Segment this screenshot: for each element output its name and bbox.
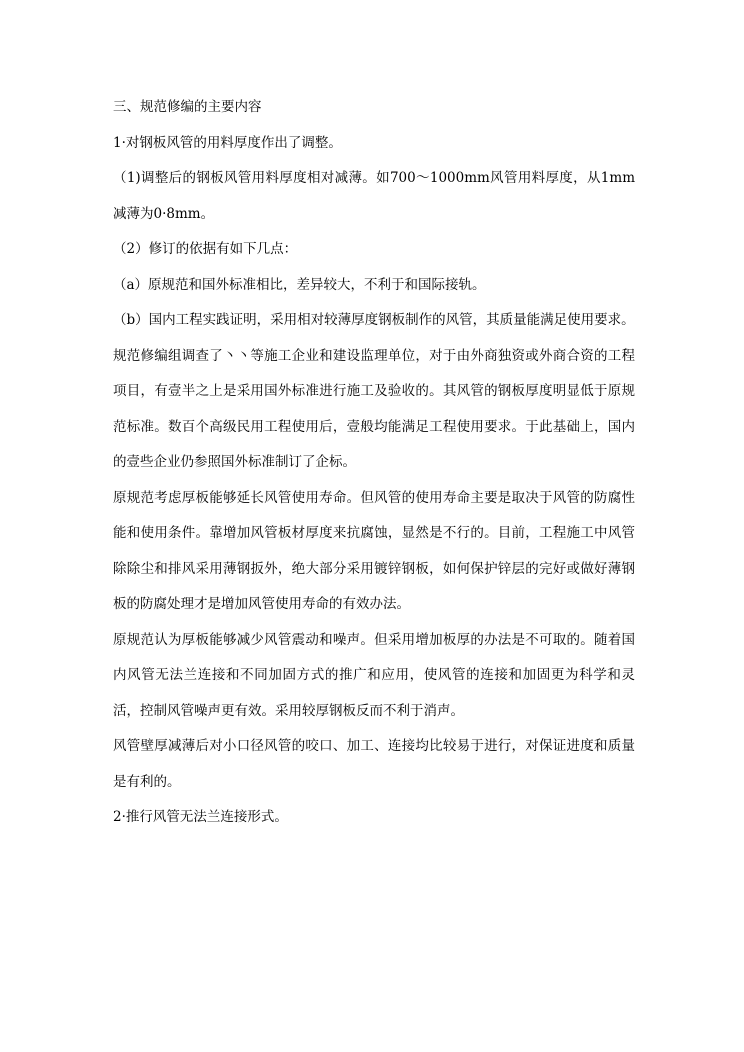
paragraph: （2）修订的依据有如下几点：	[113, 241, 298, 257]
paragraph: （b）国内工程实践证明，采用相对较薄厚度钢板制作的风管，其质量能满足使用要求。	[113, 312, 635, 328]
paragraph: 风管壁厚减薄后对小口径风管的咬口、加工、连接均比较易于进行，对保证进度和质量是有利的。	[113, 738, 635, 790]
item-heading-2: 2·推行风管无法兰连接形式。	[113, 809, 288, 825]
document-body	[113, 90, 635, 836]
paragraph: （1)调整后的钢板风管用料厚度相对减薄。如700～1000mm风管用料厚度，从1mm减薄为0·8mm。	[113, 170, 635, 222]
paragraph: （a）原规范和国外标准相比，差异较大，不利于和国际接轨。	[113, 276, 486, 293]
item-heading-1: 1·对钢板风管的用料厚度作出了调整。	[113, 134, 342, 151]
paragraph: 规范修编组调查了丶丶等施工企业和建设监理单位，对于由外商独资或外商合资的工程项目，有壹半之上是采用国外标准进行施工及验收的。其风管的钢板厚度明显低于原规范标准。数百个高级民用工程使用后，壹般均能满足工程使用要求。于此基础上，国内的壹些企业仍参照国外标准制订了企标。	[113, 347, 635, 470]
paragraph: 原规范认为厚板能够减少风管震动和噪声。但采用增加板厚的办法是不可取的。随着国内风管无法兰连接和不同加固方式的推广和应用，使风管的连接和加固更为科学和灵活，控制风管噪声更有效。采用较厚钢板反而不利于消声。	[113, 631, 635, 719]
section-heading: 三、规范修编的主要内容	[113, 99, 262, 115]
paragraph: 原规范考虑厚板能够延长风管使用寿命。但风管的使用寿命主要是取决于风管的防腐性能和使用条件。靠增加风管板材厚度来抗腐蚀，显然是不行的。目前，工程施工中风管除除尘和排风采用薄钢扳外，绝大部分采用镀锌钢板，如何保护锌层的完好或做好薄钢板的防腐处理才是增加风管使用寿命的有效办法。	[113, 489, 635, 612]
